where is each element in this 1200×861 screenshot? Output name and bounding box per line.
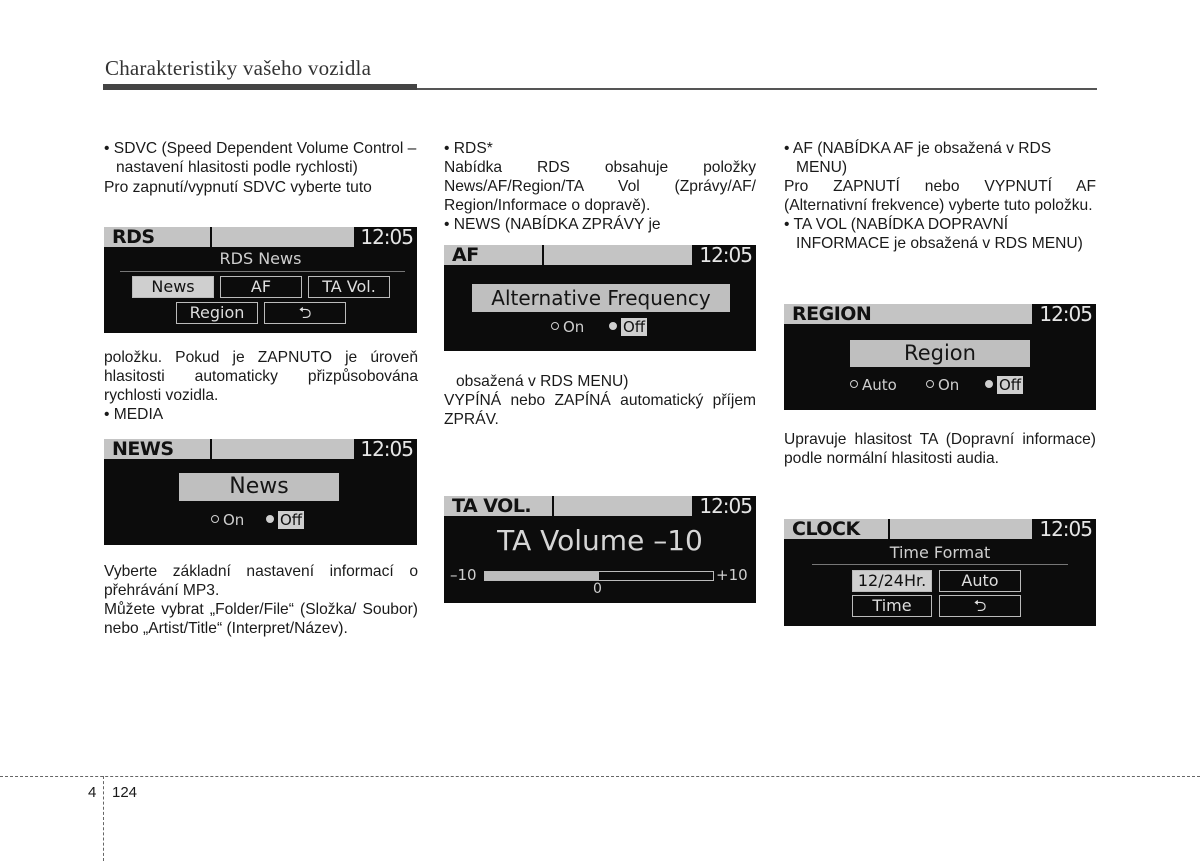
rds-divider	[120, 271, 405, 272]
column-3-lower	[784, 430, 1096, 468]
clock-back-button[interactable]	[939, 595, 1021, 617]
region-option-auto[interactable]	[850, 376, 897, 394]
tavol-description: Upravuje hlasitost TA (Dopravní informace) podle normální hlasitosti audia.	[784, 431, 1096, 467]
af-option-off[interactable]	[609, 318, 647, 336]
af-title-bar	[544, 245, 692, 265]
af-label-box[interactable]: Alternative Frequency	[472, 284, 730, 312]
region-option-on[interactable]	[926, 376, 959, 394]
news-bullet: • NEWS (NABÍDKA ZPRÁVY je	[444, 216, 661, 233]
clock-title-bar	[890, 519, 1032, 539]
radio-empty-icon	[926, 380, 934, 388]
tavol-label: TA Volume –10	[497, 524, 703, 557]
tavol-center-label: 0	[593, 581, 602, 597]
rds-region-button[interactable]: Region	[176, 302, 258, 324]
column-1-lower	[104, 348, 418, 424]
news-screen-title: NEWS	[104, 439, 210, 459]
tavol-bullet: • TA VOL (NABÍDKA DOPRAVNÍ INFORMACE je obsažená v RDS MENU)	[784, 216, 1083, 252]
back-arrow-icon: ⮌	[298, 303, 312, 322]
af-screen	[444, 245, 756, 351]
radio-filled-icon	[266, 515, 274, 523]
clock-1224-button[interactable]: 12/24Hr.	[852, 570, 932, 592]
column-1-bottom	[104, 562, 418, 638]
column-2	[444, 139, 756, 234]
clock-auto-button[interactable]: Auto	[939, 570, 1021, 592]
news-on-label: On	[223, 511, 245, 529]
footer-divider	[0, 776, 1200, 777]
tavol-slider-track[interactable]	[484, 571, 714, 581]
clock-screen-title: CLOCK	[784, 519, 888, 539]
sdvc-description: položku. Pokud je ZAPNUTO je úroveň hlasitosti automaticky přizpůsobována rychlosti vozidla.	[104, 349, 418, 404]
news-title-bar	[212, 439, 354, 459]
news-screen	[104, 439, 417, 545]
media-bullet: • MEDIA	[104, 406, 164, 423]
news-screen-time: 12:05	[360, 439, 413, 461]
header-rule-thin	[417, 88, 1097, 90]
clock-screen	[784, 519, 1096, 626]
media-options: Můžete vybrat „Folder/File“ (Složka/ Soubor) nebo „Artist/Title“ (Interpret/Název).	[104, 601, 418, 637]
rds-af-button[interactable]: AF	[220, 276, 302, 298]
af-option-on[interactable]	[551, 318, 584, 336]
news-option-on[interactable]	[211, 511, 244, 529]
news-bullet-continued: obsažená v RDS MENU)	[456, 373, 629, 390]
radio-empty-icon	[211, 515, 219, 523]
tavol-screen	[444, 496, 756, 603]
radio-filled-icon	[985, 380, 993, 388]
af-description: Pro ZAPNUTÍ nebo VYPNUTÍ AF (Alternativní frekvence) vyberte tuto položku.	[784, 178, 1096, 214]
af-off-label: Off	[623, 318, 646, 336]
sdvc-instruction: Pro zapnutí/vypnutí SDVC vyberte tuto	[104, 179, 372, 196]
page-number: 124	[112, 784, 138, 801]
rds-screen-title: RDS	[104, 227, 210, 247]
region-screen	[784, 304, 1096, 410]
sdvc-bullet: • SDVC (Speed Dependent Volume Control – nastavení hlasitosti podle rychlosti)	[104, 140, 417, 176]
region-label-box[interactable]: Region	[850, 340, 1030, 367]
rds-title-bar	[212, 227, 354, 247]
rds-description: Nabídka RDS obsahuje položky News/AF/Region/TA Vol (Zprávy/AF/ Region/Informace o dopravě).	[444, 159, 756, 214]
media-description: Vyberte základní nastavení informací o přehrávání MP3.	[104, 563, 418, 599]
clock-screen-time: 12:05	[1039, 519, 1092, 541]
page-header-title: Charakteristiky vašeho vozidla	[105, 56, 372, 80]
column-1	[104, 139, 418, 197]
radio-empty-icon	[551, 322, 559, 330]
column-3	[784, 139, 1096, 253]
back-arrow-icon: ⮌	[973, 596, 987, 615]
tavol-min-label: –10	[450, 566, 477, 584]
column-2-lower	[444, 372, 756, 429]
clock-time-button[interactable]: Time	[852, 595, 932, 617]
rds-menu-screen	[104, 227, 417, 333]
af-on-label: On	[563, 318, 585, 336]
clock-screen-subtitle: Time Format	[889, 543, 991, 562]
region-title-bar	[892, 304, 1032, 324]
clock-divider	[812, 564, 1068, 565]
radio-empty-icon	[850, 380, 858, 388]
tavol-screen-title: TA VOL.	[444, 496, 552, 516]
rds-back-button[interactable]	[264, 302, 346, 324]
footer-vertical-divider	[103, 776, 104, 861]
region-option-off[interactable]	[985, 376, 1023, 394]
news-label-box[interactable]: News	[179, 473, 339, 501]
region-screen-time: 12:05	[1039, 304, 1092, 326]
tavol-screen-time: 12:05	[699, 496, 752, 518]
rds-news-button[interactable]: News	[132, 276, 214, 298]
news-off-label: Off	[280, 511, 303, 529]
rds-bullet: • RDS*	[444, 140, 493, 157]
tavol-title-bar	[554, 496, 692, 516]
region-screen-title: REGION	[784, 304, 892, 324]
tavol-slider-fill	[485, 572, 599, 580]
region-off-label: Off	[999, 376, 1022, 394]
tavol-max-label: +10	[716, 566, 748, 584]
chapter-number: 4	[88, 784, 97, 801]
news-description: VYPÍNÁ nebo ZAPÍNÁ automatický příjem ZPRÁV.	[444, 392, 756, 428]
rds-screen-subtitle: RDS News	[219, 249, 302, 268]
rds-screen-time: 12:05	[360, 227, 413, 249]
radio-filled-icon	[609, 322, 617, 330]
region-on-label: On	[938, 376, 960, 394]
af-bullet: • AF (NABÍDKA AF je obsažená v RDS MENU)	[784, 140, 1052, 176]
rds-tavol-button[interactable]: TA Vol.	[308, 276, 390, 298]
af-screen-title: AF	[444, 245, 542, 265]
header-rule-thick	[103, 84, 417, 90]
region-auto-label: Auto	[862, 376, 897, 394]
news-option-off[interactable]	[266, 511, 304, 529]
af-screen-time: 12:05	[699, 245, 752, 267]
